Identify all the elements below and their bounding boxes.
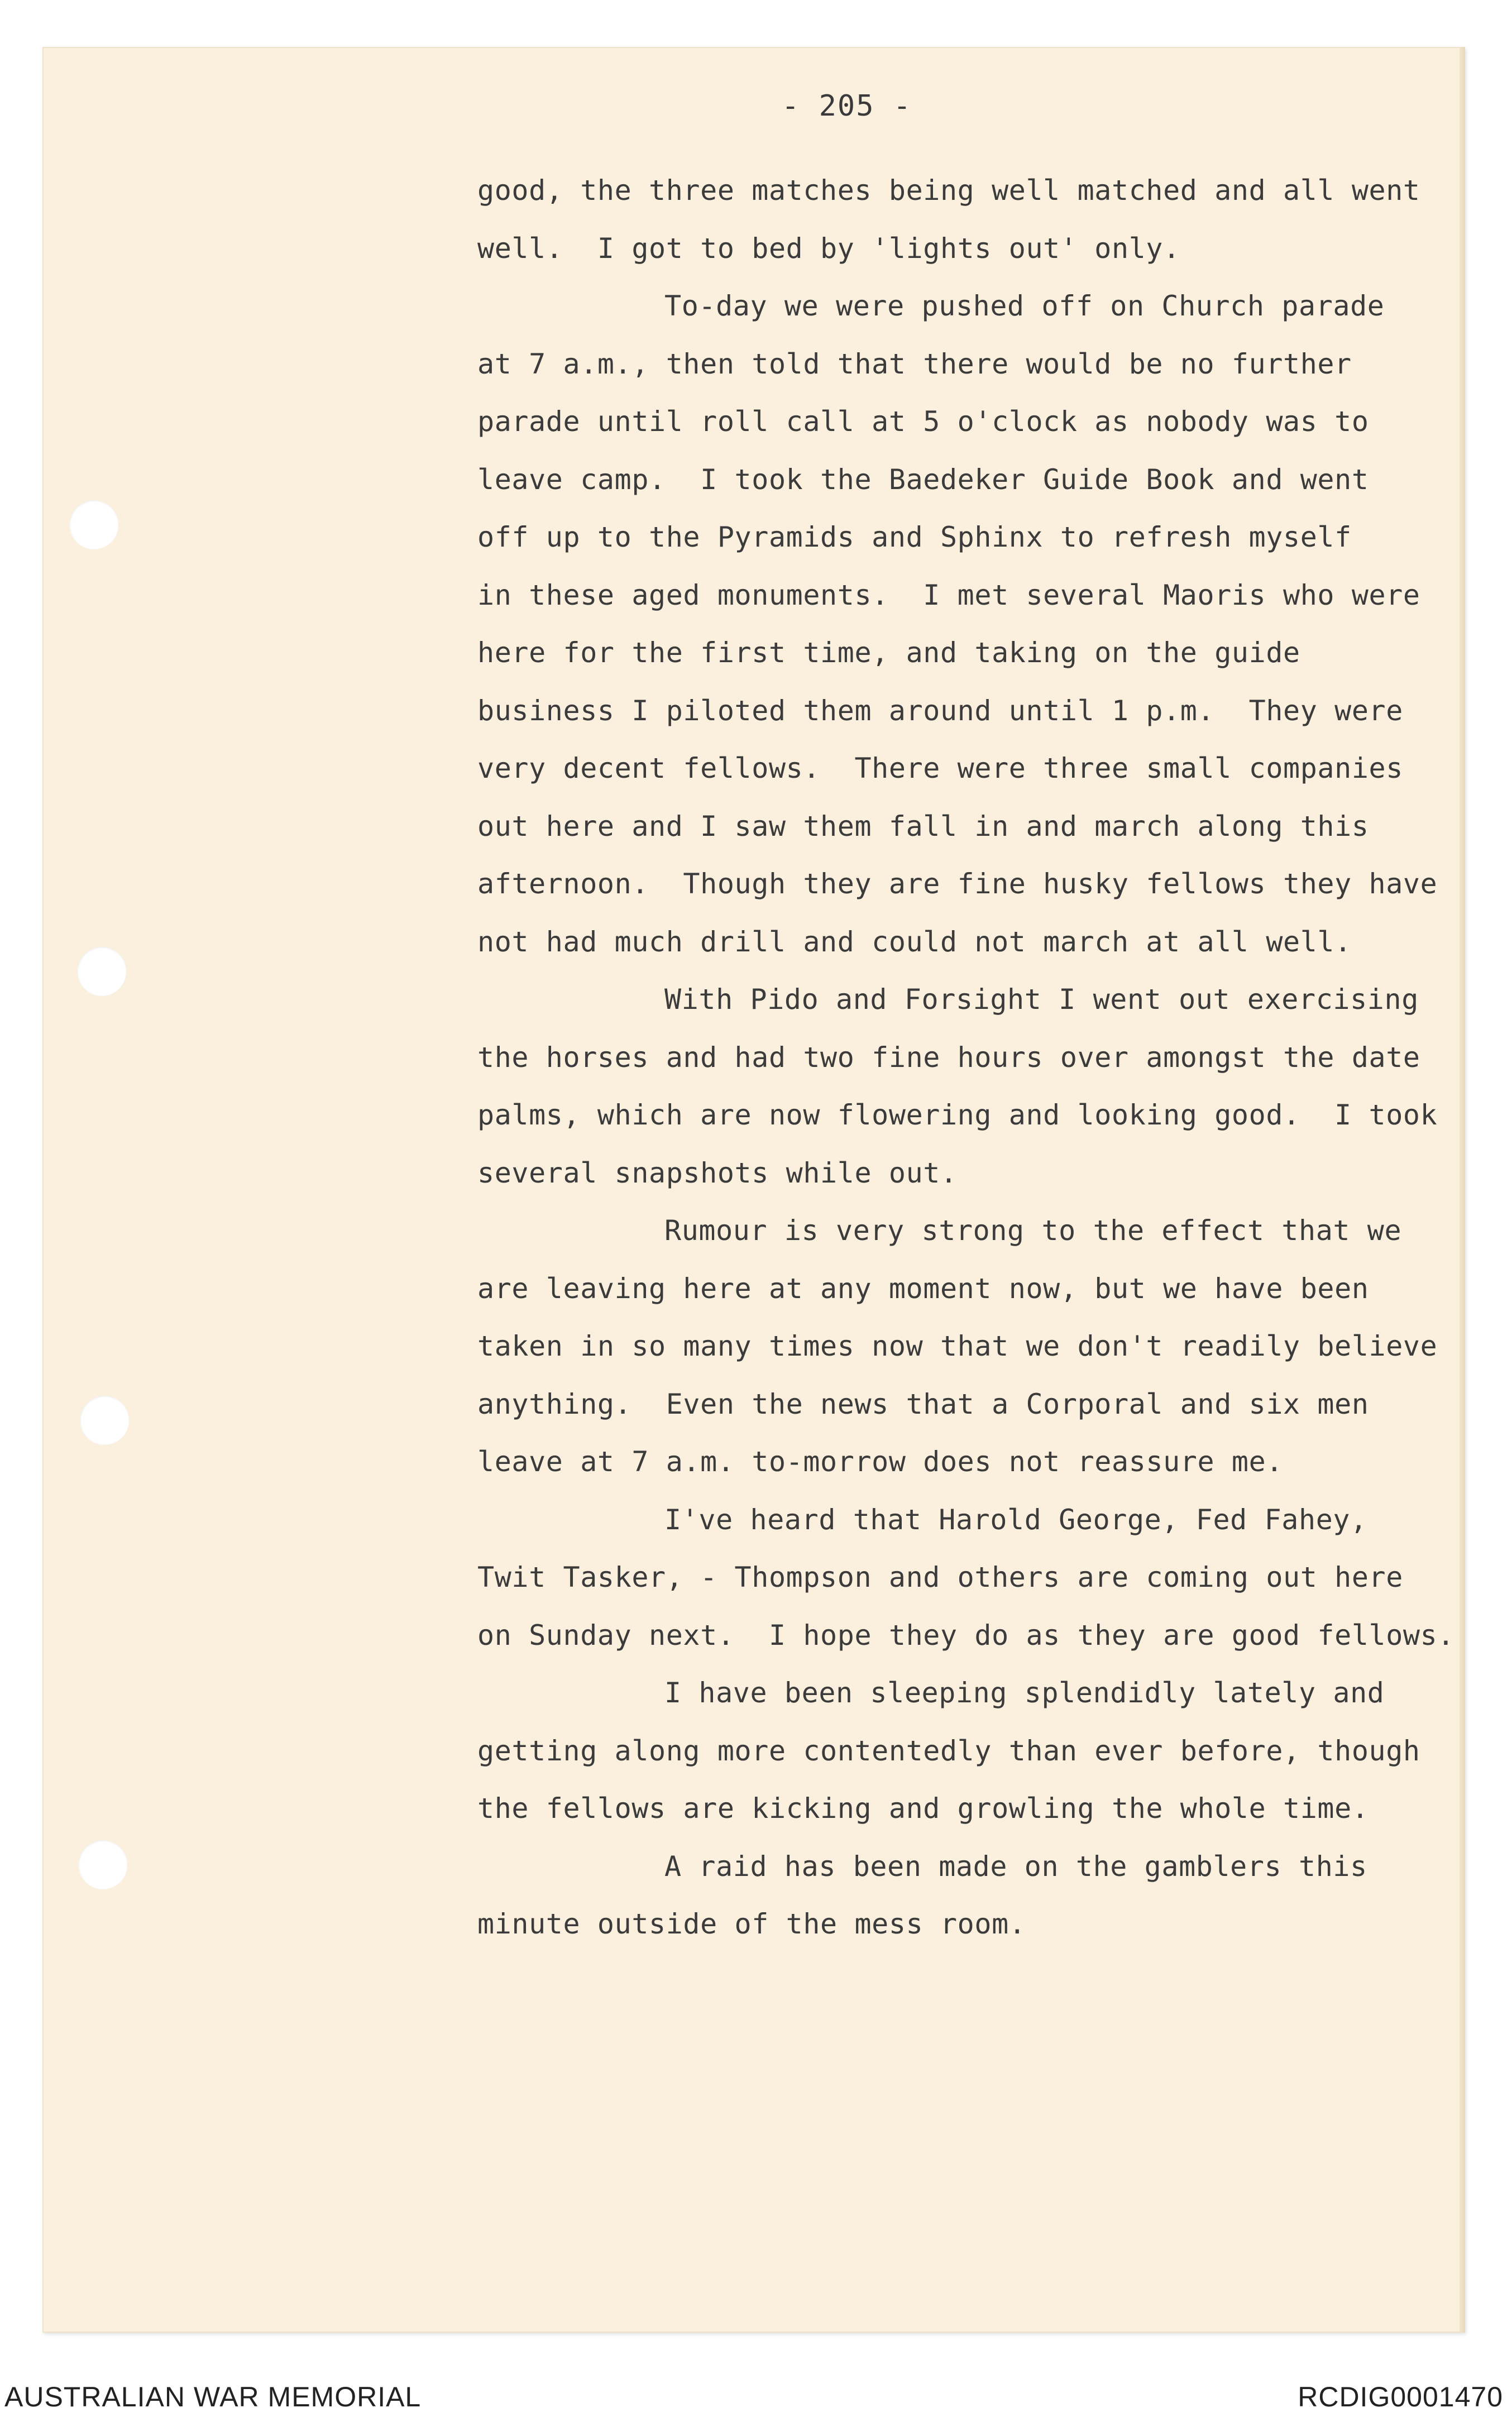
text-line: out here and I saw them fall in and march along this [477, 810, 1369, 843]
text-line: minute outside of the mess room. [477, 1908, 1026, 1940]
punch-hole [77, 947, 126, 996]
page-edge [1460, 47, 1465, 2333]
text-line: off up to the Pyramids and Sphinx to refresh myself [477, 521, 1352, 553]
punch-hole [78, 1840, 127, 1889]
text-line: leave at 7 a.m. to-morrow does not reassure me. [477, 1445, 1284, 1478]
text-line: the fellows are kicking and growling the whole time. [477, 1792, 1369, 1825]
text-line: well. I got to bed by 'lights out' only. [477, 232, 1180, 265]
text-line: on Sunday next. I hope they do as they are good fellows. [477, 1619, 1455, 1652]
text-line: getting along more contentedly than ever before, though [477, 1734, 1420, 1767]
text-line: palms, which are now flowering and looking good. I took [477, 1099, 1438, 1131]
text-line: not had much drill and could not march at all well. [477, 925, 1352, 958]
punch-hole [69, 500, 118, 549]
typed-text-body [477, 162, 1455, 1954]
text-line: To-day we were pushed off on Church parade [664, 290, 1385, 322]
archive-reference: RCDIG0001470 [1298, 2381, 1503, 2413]
text-line: parade until roll call at 5 o'clock as nobody was to [477, 405, 1369, 438]
text-line: I have been sleeping splendidly lately and [664, 1677, 1385, 1709]
text-line: With Pido and Forsight I went out exercising [664, 983, 1419, 1016]
text-line: A raid has been made on the gamblers this [664, 1850, 1367, 1883]
text-line: are leaving here at any moment now, but we have been [477, 1272, 1369, 1305]
punch-hole [80, 1396, 129, 1445]
text-line: anything. Even the news that a Corporal and six men [477, 1387, 1369, 1420]
page-number: - 205 - [782, 89, 912, 123]
text-line: several snapshots while out. [477, 1156, 958, 1189]
text-line: I've heard that Harold George, Fed Fahey, [664, 1503, 1367, 1536]
text-line: very decent fellows. There were three small companies [477, 752, 1403, 784]
text-line: at 7 a.m., then told that there would be no further [477, 347, 1352, 380]
text-line: here for the first time, and taking on the guide [477, 636, 1300, 669]
text-line: afternoon. Though they are fine husky fellows they have [477, 868, 1438, 900]
text-line: the horses and had two fine hours over amongst the date [477, 1041, 1420, 1074]
text-line: in these aged monuments. I met several Maoris who were [477, 578, 1420, 611]
text-line: good, the three matches being well matched and all went [477, 174, 1420, 207]
text-line: Rumour is very strong to the effect that we [664, 1214, 1402, 1247]
text-line: taken in so many times now that we don't readily believe [477, 1330, 1438, 1362]
text-line: leave camp. I took the Baedeker Guide Book and went [477, 463, 1369, 496]
text-line: Twit Tasker, - Thompson and others are coming out here [477, 1561, 1403, 1593]
text-line: business I piloted them around until 1 p.m. They were [477, 694, 1403, 727]
archive-credit: AUSTRALIAN WAR MEMORIAL [4, 2381, 422, 2413]
